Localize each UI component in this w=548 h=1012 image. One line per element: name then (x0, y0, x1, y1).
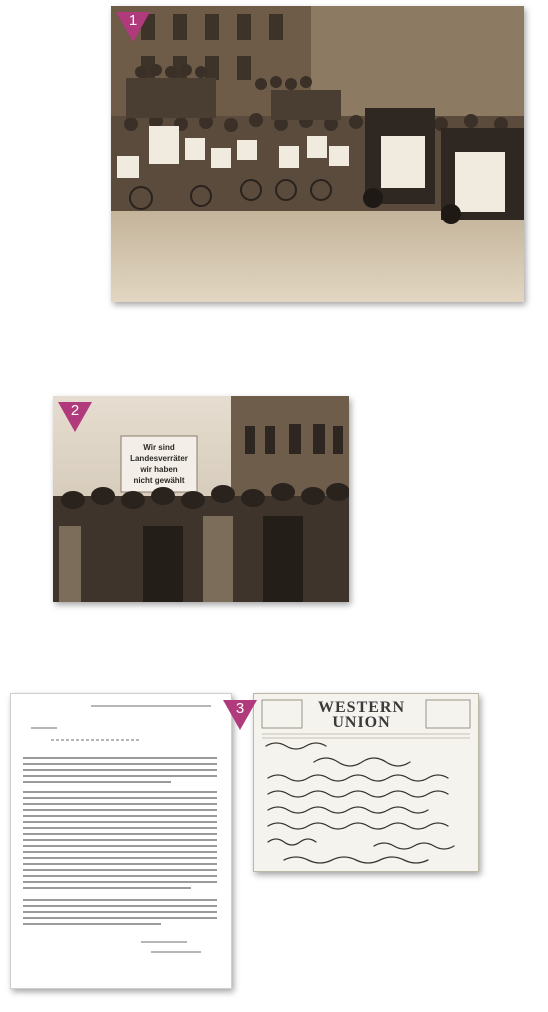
sign-line-4: nicht gewählt (133, 476, 185, 485)
sign-line-1: Wir sind (143, 443, 175, 452)
photo-1-vehicle-parade (111, 6, 524, 302)
figure-2-number: 2 (70, 402, 80, 419)
figure-1-number: 1 (128, 12, 138, 29)
logo-line-1: WESTERN (318, 699, 406, 716)
sign-line-2: Landesverräter (130, 454, 188, 463)
sign-line-3: wir haben (140, 465, 178, 474)
logo-line-2: UNION (332, 714, 391, 731)
western-union-telegram (253, 693, 479, 872)
western-union-logo (318, 700, 405, 730)
photo-2-street-crowd (53, 396, 349, 602)
photo-2-image (53, 396, 349, 602)
typed-letter (10, 693, 232, 989)
photo-1-image (111, 6, 524, 302)
typed-letter-lines (11, 694, 231, 988)
figure-3-number: 3 (235, 700, 245, 717)
